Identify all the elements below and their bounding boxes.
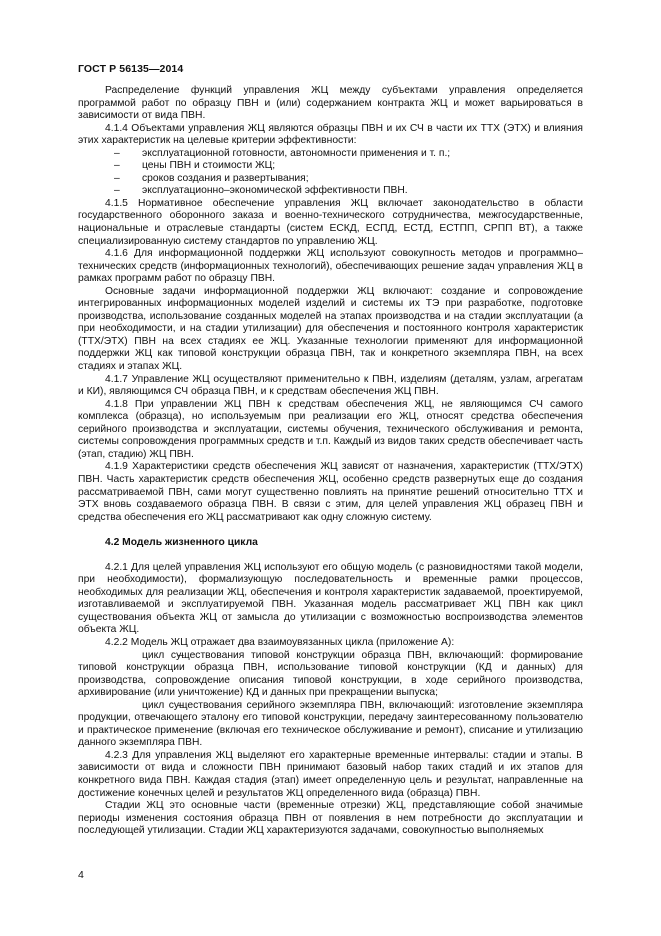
paragraph: 4.2.3 Для управления ЖЦ выделяют его характерные временные интервалы: стадии и этапы. В зависимости от вида и сложности ПВН принимают базовый набор таких стадий и их этапов для конкретного вида ПВН. Каждая стадия (этап) имеет определенную цель и результат, направленные на достижение конечных целей и результатов ЖЦ определенного вида (образца) ПВН.	[78, 749, 583, 799]
paragraph: Основные задачи информационной поддержки ЖЦ включают: создание и сопровождение интегрированных информационных моделей изделий и системы их ТЭ при разработке, подготовке производства, использование созданных моделей на этапах производства и на стадии эксплуатации (а при необходимости, и на стадии утилизации) для обеспечения и постоянного контроля характеристик (ТТХ/ЭТХ) ПВН на всех стадиях ее ЖЦ. Указанные технологии применяют для информационной поддержки ЖЦ как типовой конструкции образца ПВН, так и конкретного экземпляра ПВН, на всех стадиях и этапах ЖЦ.	[78, 285, 583, 373]
paragraph: Распределение функций управления ЖЦ между субъектами управления определяется программой работ по образцу ПВН и (или) содержанием контракта ЖЦ и может варьироваться в зависимости от вида ПВН.	[78, 85, 583, 122]
paragraph: 4.1.8 При управлении ЖЦ ПВН к средствам обеспечения ЖЦ, не являющимся СЧ самого комплекса (образца), но используемым при реализации его ЖЦ, относят средства обеспечения серийного производства и эксплуатации, системы обучения, технического обслуживания и ремонта, системы сопровождения программных средств и т.п. Каждый из видов таких средств обеспечивает часть (этап, стадию) ЖЦ ПВН.	[78, 398, 583, 460]
paragraph: 4.1.7 Управление ЖЦ осуществляют применительно к ПВН, изделиям (деталям, узлам, агрегатам и КИ), являющимся СЧ образца ПВН, и к средствам обеспечения ЖЦ ПВН.	[78, 373, 583, 398]
criteria-list	[78, 148, 583, 198]
list-item: – цикл существования серийного экземпляра ПВН, включающий: изготовление экземпляра продукции, отвечающего эталону его типовой конструкции, передачу заинтересованному пользователю и практическое применение (включая его техническое обслуживание и ремонт), списание и утилизацию данного экземпляра ПВН.	[78, 700, 583, 750]
page-number: 4	[78, 869, 84, 881]
paragraph: 4.1.6 Для информационной поддержки ЖЦ используют совокупность методов и программно–технических средств (информационных технологий), обеспечивающих решение задач управления ЖЦ в рамках программ работ по образцу ПВН.	[78, 248, 583, 285]
paragraph: Стадии ЖЦ это основные части (временные отрезки) ЖЦ, представляющие собой значимые периоды изменения состояния образца ПВН от появления в нем потребности до эксплуатации и последующей утилизации. Стадии ЖЦ характеризуются задачами, совокупностью выполняемых	[78, 800, 583, 837]
paragraph: 4.1.4 Объектами управления ЖЦ являются образцы ПВН и их СЧ в части их ТТХ (ЭТХ) и влияния этих характеристик на целевые критерии эффективности:	[78, 122, 583, 147]
list-item: – сроков создания и развертывания;	[78, 173, 583, 186]
paragraph: 4.1.9 Характеристики средств обеспечения ЖЦ зависят от назначения, характеристик (ТТХ/ЭТХ) ПВН. Часть характеристик средств обеспечения ЖЦ, особенно средств развернутых еще до создания рассматриваемой ПВН, сами могут существенно повлиять на принятие решений относительно ТТХ и ЭТХ вновь создаваемого образца ПВН. В связи с этим, для целей управления ЖЦ образец ПВН и средства обеспечения его ЖЦ рассматривают как одну сложную систему.	[78, 461, 583, 523]
list-item: – эксплуатационной готовности, автономности применения и т. п.;	[78, 148, 583, 161]
paragraph: 4.2.1 Для целей управления ЖЦ используют его общую модель (с разновидностями такой модели, при необходимости), формализующую последовательность и временные рамки процессов, необходимых для реализации ЖЦ, обеспечения и контроля характеристик задаваемой, проектируемой, изготавливаемой и эксплуатируемой ПВН. Указанная модель рассматривает ЖЦ ПВН как цикл существования объекта ЖЦ от замысла до утилизации с возможностью воспроизводства элементов объекта ЖЦ.	[78, 561, 583, 636]
list-item: – цикл существования типовой конструкции образца ПВН, включающий: формирование типовой конструкции образца ПВН, использование типовой конструкции (КД и данных) для производства, сопровождение описания типовой конструкции, в ходе серийного производства, архивирование (или уничтожение) КД и данных при прекращении выпуска;	[78, 650, 583, 700]
list-item: – цены ПВН и стоимости ЖЦ;	[78, 160, 583, 173]
paragraph: 4.2.2 Модель ЖЦ отражает два взаимоувязанных цикла (приложение А):	[105, 636, 455, 648]
section-heading: 4.2 Модель жизненного цикла	[105, 537, 258, 549]
paragraph: 4.1.5 Нормативное обеспечение управления ЖЦ включает законодательство в области государственного оборонного заказа и военно-технического сотрудничества, межгосударственные, национальные и отраслевые стандарты (систем ЕСКД, ЕСПД, ЕСТД, ЕСТПП, СРПП ВТ), а также специализированную систему стандартов по управлению ЖЦ.	[78, 197, 583, 247]
standard-header: ГОСТ Р 56135—2014	[78, 63, 184, 75]
list-item: – эксплуатационно–экономической эффективности ПВН.	[78, 185, 583, 198]
document-body	[78, 85, 583, 838]
cycles-list	[78, 650, 583, 750]
